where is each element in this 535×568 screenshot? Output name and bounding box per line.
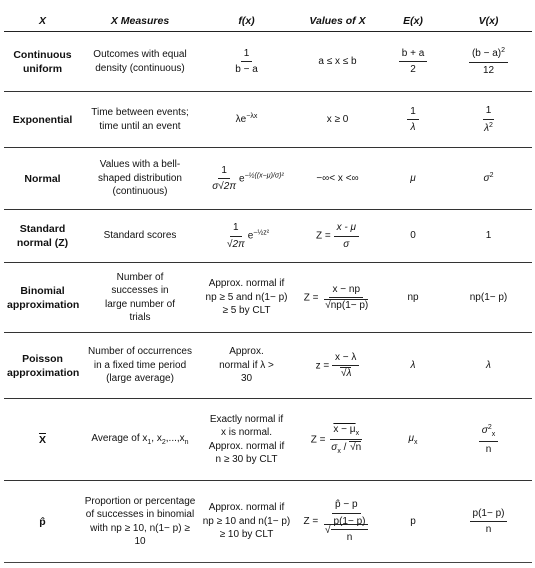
table-row	[4, 92, 532, 148]
row-values: Z = $\frac{x - \mu_x}{\sigma_x / √ n}$	[294, 399, 381, 481]
table-row	[4, 210, 532, 263]
row-values: Z = p̂ − p √ $\frac{p(1- p)}{n}$	[294, 481, 381, 563]
row-measures: Outcomes with equal density (continuous)	[81, 32, 199, 92]
row-vx: $\sigma^2$	[445, 148, 532, 210]
row-ex: $\mu_x$	[381, 399, 445, 481]
row-name: $\overline{X}$	[4, 399, 81, 481]
row-vx: $\frac{(b - a)^2}{12}$	[445, 32, 532, 92]
row-vx: $\frac{p(1- p)}{n}$	[445, 481, 532, 563]
header-ex: E(x)	[381, 13, 445, 32]
header-x: X	[4, 13, 81, 32]
header-fx: f(x)	[199, 13, 294, 32]
row-name: Continuous uniform	[4, 32, 81, 92]
row-name: Standard normal (Z)	[4, 210, 81, 263]
row-vx: $\frac{\sigma^2_x}{n}$	[445, 399, 532, 481]
table-row	[4, 481, 532, 563]
row-measures: Values with a bell-shaped distribution (continuous)	[81, 148, 199, 210]
header-measures: X Measures	[81, 13, 199, 32]
table-row	[4, 148, 532, 210]
row-name: Exponential	[4, 92, 81, 148]
header-row	[4, 13, 532, 32]
row-values: a ≤ x ≤ b	[294, 32, 381, 92]
row-values: z = x − λ √ λ	[294, 333, 381, 399]
table-row	[4, 333, 532, 399]
distribution-table	[4, 13, 532, 563]
row-vx: λ	[445, 333, 532, 399]
row-fx: Approx. normal if λ > 30	[199, 333, 294, 399]
row-measures: Number of successes in large number of trials	[81, 263, 199, 333]
row-name: Poisson approximation	[4, 333, 81, 399]
row-name: p̂	[4, 481, 81, 563]
table-row	[4, 399, 532, 481]
row-fx: $\frac{1}{\sigma√2\pi}$ $e^{-\frac{1}{2}((x-\mu)/\sigma)^2}$	[199, 148, 294, 210]
row-ex: $\frac{1}{\lambda}$	[381, 92, 445, 148]
row-vx: $\frac{1}{\lambda^2}$	[445, 92, 532, 148]
row-values: Z = x − np √ np(1− p)	[294, 263, 381, 333]
row-measures: Standard scores	[81, 210, 199, 263]
row-vx: 1	[445, 210, 532, 263]
table-row	[4, 32, 532, 92]
row-name: Normal	[4, 148, 81, 210]
row-measures: Proportion or percentage of successes in binomial with np ≥ 10, n(1− p) ≥ 10	[81, 481, 199, 563]
row-fx: Approx. normal if np ≥ 5 and n(1− p) ≥ 5 by CLT	[199, 263, 294, 333]
row-values: Z = $\frac{x - \mu}{\sigma}$	[294, 210, 381, 263]
row-measures: Average of $x_1$, $x_2,...,x_n$	[81, 399, 199, 481]
row-ex: p	[381, 481, 445, 563]
row-ex: λ	[381, 333, 445, 399]
row-ex: $\frac{b + a}{2}$	[381, 32, 445, 92]
row-fx: Approx. normal if np ≥ 10 and n(1− p) ≥ 10 by CLT	[199, 481, 294, 563]
row-values: −∞< x <∞	[294, 148, 381, 210]
row-fx: $\lambda e^{-\lambda x}$	[199, 92, 294, 148]
row-ex: 0	[381, 210, 445, 263]
header-vx: V(x)	[445, 13, 532, 32]
row-ex: np	[381, 263, 445, 333]
row-values: x ≥ 0	[294, 92, 381, 148]
row-name: Binomial approximation	[4, 263, 81, 333]
table-row	[4, 263, 532, 333]
row-fx: $\frac{1}{√2\pi}$ $e^{-\frac{1}{2}z^2}$	[199, 210, 294, 263]
row-vx: np(1− p)	[445, 263, 532, 333]
row-measures: Number of occurrences in a fixed time period (large average)	[81, 333, 199, 399]
row-fx: $\frac{1}{b - a}$	[199, 32, 294, 92]
row-measures: Time between events; time until an event	[81, 92, 199, 148]
row-ex: μ	[381, 148, 445, 210]
header-values: Values of X	[294, 13, 381, 32]
row-fx: Exactly normal if x is normal. Approx. normal if n ≥ 30 by CLT	[199, 399, 294, 481]
